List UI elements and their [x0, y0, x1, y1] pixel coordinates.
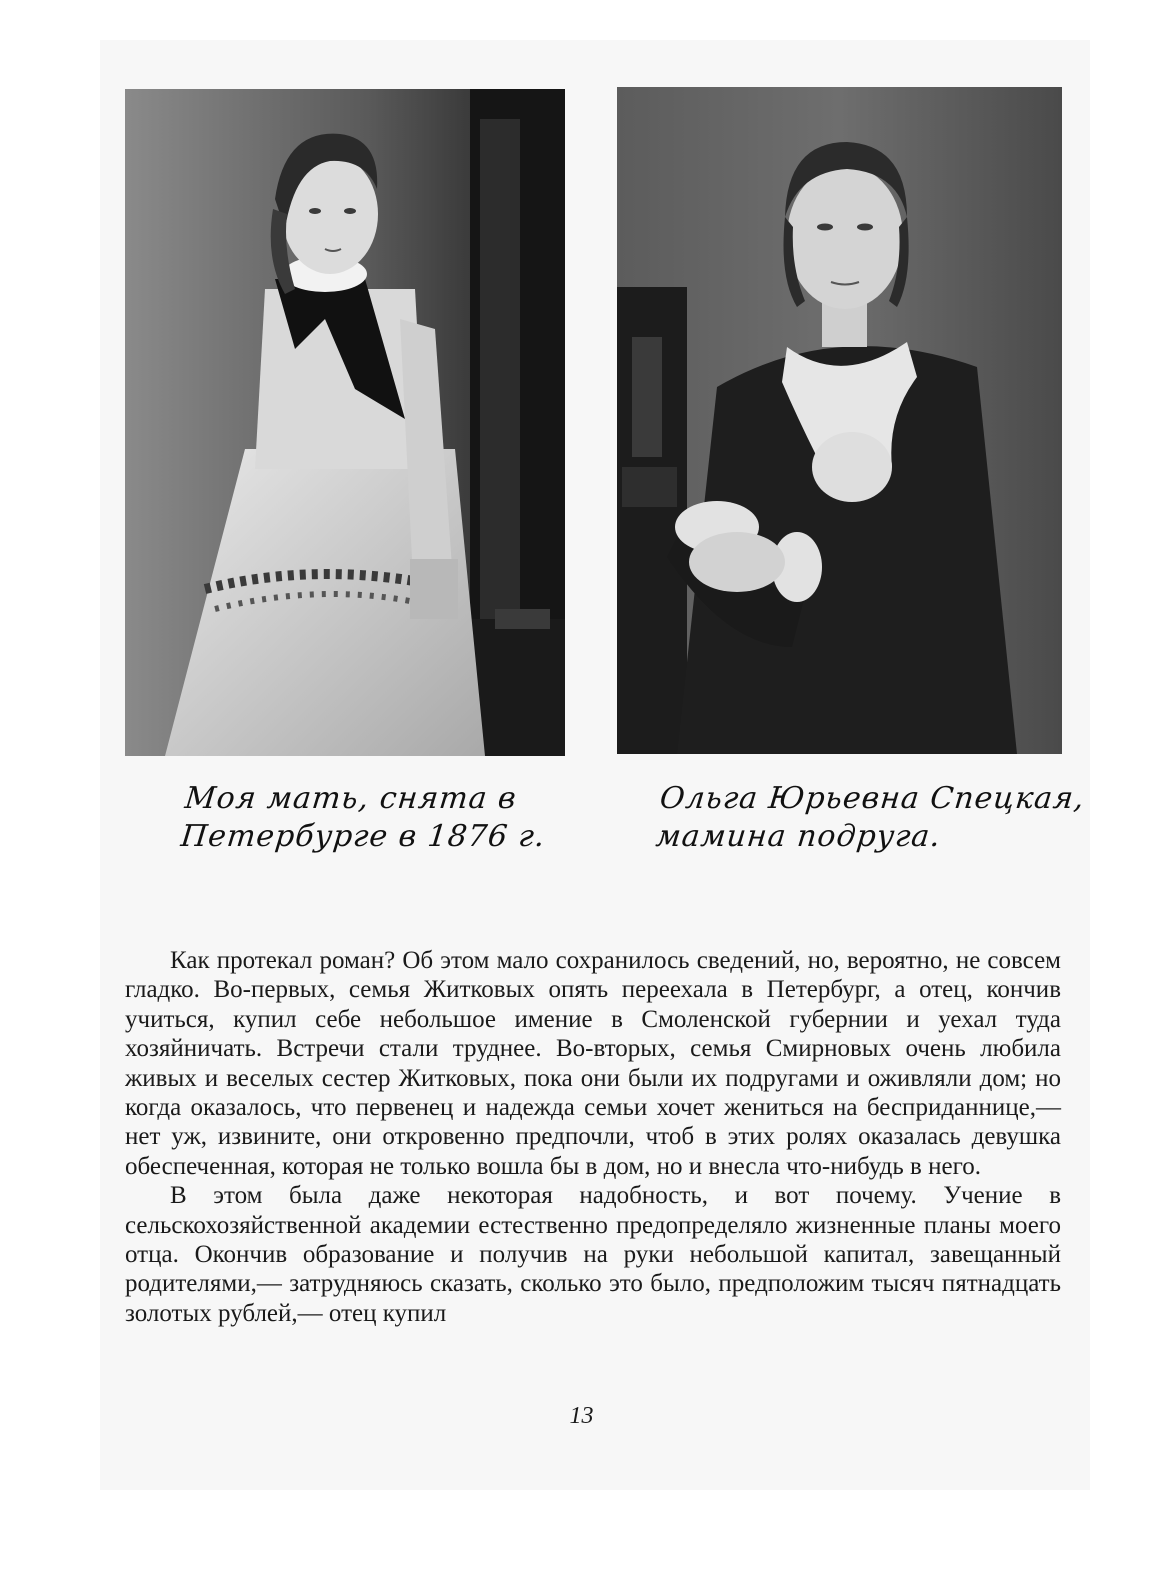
- portrait-mother-photo: [125, 89, 565, 756]
- portrait-friend-photo: [617, 87, 1062, 754]
- portrait-friend-image: [617, 87, 1062, 754]
- portrait-mother-caption: [179, 780, 547, 856]
- portrait-mother-image: [125, 89, 565, 756]
- caption-line: Петербурге в 1876 г.: [179, 819, 548, 854]
- page-number: 13: [569, 1403, 594, 1429]
- caption-line: Моя мать, снята в: [183, 781, 519, 816]
- paragraph: В этом была даже некоторая надобность, и вот почему. Учение в сельскохозяйственной академии естественно предопределяло жизненные планы моего отца. Окончив образование и получив на руки небольшой капитал, завещанный родителями,— затрудняюсь сказать, сколько это было, предположим тысяч пятнадцать золотых рублей,— отец купил: [125, 1182, 1061, 1327]
- paragraph: Как протекал роман? Об этом мало сохранилось сведений, но, вероятно, не совсем гладко. Во-первых, семья Житковых опять переехала в Петербург, а отец, кончив учиться, купил себе небольшое имение в Смоленской губернии и уехал туда хозяйничать. Встречи стали труднее. Во-вторых, семья Смирновых очень любила живых и веселых сестер Житковых, пока они были их подругами и оживляли дом; но когда оказалось, что первенец и надежда семьи хочет жениться на бесприданнице,— нет уж, извините, они откровенно предпочли, чтоб в этих ролях оказалась девушка обеспеченная, которая не только вошла бы в дом, но и внесла что-нибудь в него.: [125, 947, 1061, 1180]
- body-text: [125, 946, 1061, 1328]
- portrait-friend-caption: [654, 780, 1087, 856]
- caption-line: Ольга Юрьевна Спецкая,: [658, 781, 1087, 816]
- caption-line: мамина подруга.: [654, 819, 943, 854]
